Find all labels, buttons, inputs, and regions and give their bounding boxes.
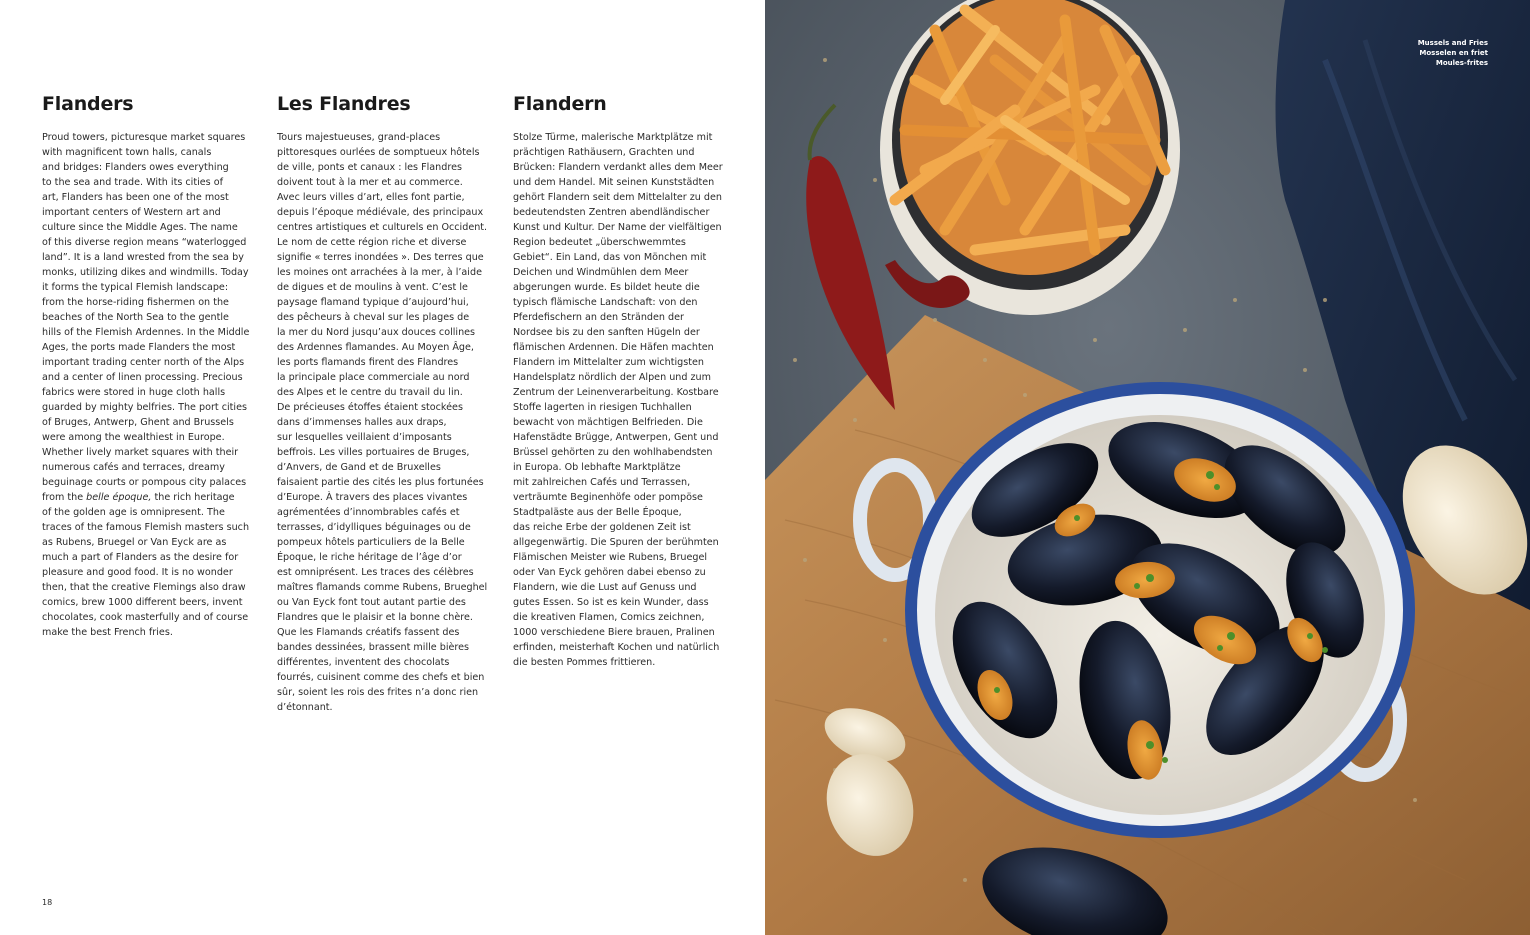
text-line <box>513 535 731 550</box>
text-line-content: Brücken: Flandern verdankt alles dem Meer <box>513 162 723 173</box>
text-line-content: gehört Flandern seit dem Mittelalter zu den <box>513 192 722 203</box>
caption-english: Mussels and Fries <box>1417 39 1488 47</box>
text-line <box>42 610 260 625</box>
text-line <box>277 430 495 445</box>
text-line-content: sur lesquelles veillaient d’imposants <box>277 432 452 443</box>
text-line-content: depuis l’époque médiévale, des principaux <box>277 207 484 218</box>
food-photo-mussels-and-fries <box>765 0 1530 935</box>
text-line-content: bewacht von mächtigen Belfrieden. Die <box>513 417 703 428</box>
text-line <box>513 415 731 430</box>
text-line <box>42 130 260 145</box>
italic-phrase: belle époque, <box>86 492 152 503</box>
text-line-content: land”. It is a land wrested from the sea by <box>42 252 244 263</box>
text-line <box>277 610 495 625</box>
text-line-content: sûr, soient les rois des frites n’a donc rien <box>277 687 479 698</box>
text-line-content: das reiche Erbe der goldenen Zeit ist <box>513 522 691 533</box>
text-line <box>42 550 260 565</box>
text-line <box>513 220 731 235</box>
text-line <box>42 565 260 580</box>
text-line-content: Kunst und Kultur. Der Name der vielfältigen <box>513 222 722 233</box>
text-line <box>277 325 495 340</box>
text-line-content: Region bedeutet „überschwemmtes <box>513 237 686 248</box>
text-line-content: Stolze Türme, malerische Marktplätze mit <box>513 132 713 143</box>
text-line-content: chocolates, cook masterfully and of course <box>42 612 249 623</box>
text-line <box>277 175 495 190</box>
text-line-content: d’étonnant. <box>277 702 333 713</box>
text-line <box>277 130 495 145</box>
text-line <box>513 325 731 340</box>
text-line-content: Flandern, wie die Lust auf Genuss und <box>513 582 697 593</box>
text-line-content: maîtres flamands comme Rubens, Brueghel <box>277 582 488 593</box>
text-line-content: les ports flamands firent des Flandres <box>277 357 459 368</box>
text-line-content: prächtigen Rathäusern, Grachten und <box>513 147 695 158</box>
text-line <box>277 145 495 160</box>
text-line <box>42 460 260 475</box>
text-line <box>513 625 731 640</box>
text-line-content: signifie « terres inondées ». Des terres que <box>277 252 484 263</box>
text-line <box>513 130 731 145</box>
text-line-content: paysage flamand typique d’aujourd’hui, <box>277 297 469 308</box>
text-line <box>277 280 495 295</box>
text-line <box>42 250 260 265</box>
text-line <box>277 685 495 700</box>
text-line-content: Handelsplatz nördlich der Alpen und zum <box>513 372 711 383</box>
text-line <box>513 490 731 505</box>
text-line <box>42 520 260 535</box>
text-line <box>277 625 495 640</box>
text-line <box>42 280 260 295</box>
text-line <box>277 475 495 490</box>
text-line-content: beguinage courts or pompous city palaces <box>42 477 247 488</box>
text-line <box>277 670 495 685</box>
text-line-content: agrémentées d’innombrables cafés et <box>277 507 460 518</box>
text-line-content: and bridges: Flanders owes everything <box>42 162 229 173</box>
text-line-continuation: the rich heritage <box>151 492 235 503</box>
text-line <box>277 295 495 310</box>
text-line <box>42 415 260 430</box>
text-line-content: and a center of linen processing. Precious <box>42 372 243 383</box>
text-line-content: pompeux hôtels particuliers de la Belle <box>277 537 465 548</box>
text-line-content: abgerungen wurde. Es bildet heute die <box>513 282 700 293</box>
text-line <box>277 415 495 430</box>
text-line-content: gutes Essen. So ist es kein Wunder, dass <box>513 597 709 608</box>
text-line <box>513 280 731 295</box>
text-line-content: De précieuses étoffes étaient stockées <box>277 402 463 413</box>
text-line-content: pittoresques ourlées de somptueux hôtels <box>277 147 480 158</box>
column-french <box>277 92 495 715</box>
text-line <box>277 160 495 175</box>
title-english: Flanders <box>42 93 134 115</box>
text-line-content: Flandres que le plaisir et la bonne chère. <box>277 612 473 623</box>
text-line <box>277 640 495 655</box>
text-line-content: 1000 verschiedene Biere brauen, Pralinen <box>513 627 715 638</box>
text-line <box>277 580 495 595</box>
text-line-content: from the <box>42 492 87 503</box>
text-line-content: Brüssel gehörten zu den wohlhabendsten <box>513 447 713 458</box>
text-line-content: typisch flämische Landschaft: von den <box>513 297 698 308</box>
text-line <box>277 550 495 565</box>
text-line <box>42 385 260 400</box>
text-line <box>277 340 495 355</box>
text-line-content: d’Europe. À travers des places vivantes <box>277 492 468 503</box>
text-line <box>42 190 260 205</box>
text-line <box>277 220 495 235</box>
text-line <box>42 490 260 505</box>
text-line <box>277 355 495 370</box>
text-line-content: Whether lively market squares with their <box>42 447 239 458</box>
text-line <box>42 430 260 445</box>
text-line <box>42 355 260 370</box>
text-line-content: it forms the typical Flemish landscape: <box>42 282 229 293</box>
column-english <box>42 92 260 640</box>
text-line <box>277 235 495 250</box>
text-line-content: monks, utilizing dikes and windmills. Today <box>42 267 249 278</box>
text-line <box>42 505 260 520</box>
text-line <box>513 265 731 280</box>
text-line-content: make the best French fries. <box>42 627 173 638</box>
text-line <box>513 205 731 220</box>
text-line <box>42 295 260 310</box>
caption-dutch: Mosselen en friet <box>1419 49 1488 57</box>
text-line <box>42 475 260 490</box>
text-line-content: les moines ont arrachées à la mer, à l’aide <box>277 267 482 278</box>
text-line <box>277 700 495 715</box>
text-line-content: Flandern im Mittelalter zum wichtigsten <box>513 357 704 368</box>
text-line-content: important trading center north of the Alps <box>42 357 245 368</box>
body-german <box>513 130 731 670</box>
text-line-content: centres artistiques et culturels en Occident. <box>277 222 488 233</box>
text-line <box>513 460 731 475</box>
text-line <box>513 580 731 595</box>
text-line <box>42 595 260 610</box>
text-line-content: allgegenwärtig. Die Spuren der berühmten <box>513 537 719 548</box>
text-line-content: und dem Handel. Mit seinen Kunststädten <box>513 177 715 188</box>
text-line <box>42 235 260 250</box>
text-line-content: much a part of Flanders as the desire for <box>42 552 239 563</box>
text-line-content: die besten Pommes frittieren. <box>513 657 656 668</box>
text-line <box>513 370 731 385</box>
text-line-content: oder Van Eyck gehören dabei ebenso zu <box>513 567 706 578</box>
text-line-content: flämischen Ardennen. Die Häfen machten <box>513 342 714 353</box>
title-french: Les Flandres <box>277 93 411 115</box>
body-english <box>42 130 260 640</box>
text-line <box>277 400 495 415</box>
text-line-content: fourrés, cuisinent comme des chefs et bien <box>277 672 485 683</box>
text-line-content: traces of the famous Flemish masters such <box>42 522 250 533</box>
text-line <box>277 370 495 385</box>
text-line-content: Que les Flamands créatifs fassent des <box>277 627 460 638</box>
text-line-content: Hafenstädte Brügge, Antwerpen, Gent und <box>513 432 719 443</box>
text-line-content: with magnificent town halls, canals <box>42 147 212 158</box>
text-line <box>277 595 495 610</box>
text-line-content: erfinden, meisterhaft Kochen und natürlich <box>513 642 720 653</box>
text-line-content: pleasure and good food. It is no wonder <box>42 567 233 578</box>
text-line <box>42 160 260 175</box>
text-line <box>42 145 260 160</box>
text-line-content: d’Anvers, de Gand et de Bruxelles <box>277 462 441 473</box>
text-line-content: Flämischen Meister wie Rubens, Bruegel <box>513 552 708 563</box>
text-line-content: bedeutendsten Zentren abendländischer <box>513 207 710 218</box>
text-line <box>277 310 495 325</box>
text-line <box>513 295 731 310</box>
column-german <box>513 92 731 670</box>
text-line <box>42 265 260 280</box>
text-line <box>513 175 731 190</box>
text-line <box>513 250 731 265</box>
text-line <box>42 175 260 190</box>
text-line <box>513 145 731 160</box>
text-line <box>277 250 495 265</box>
text-line-content: beffrois. Les villes portuaires de Bruges, <box>277 447 470 458</box>
text-line <box>42 445 260 460</box>
text-line <box>513 610 731 625</box>
text-line-content: hills of the Flemish Ardennes. In the Middle <box>42 327 250 338</box>
text-line <box>513 505 731 520</box>
text-line-content: Le nom de cette région riche et diverse <box>277 237 467 248</box>
text-line <box>277 460 495 475</box>
text-line-content: Pferdefischern an den Stränden der <box>513 312 684 323</box>
text-line-content: Zentrum der Leinenverarbeitung. Kostbare <box>513 387 719 398</box>
text-line-content: différentes, inventent des chocolats <box>277 657 450 668</box>
text-line-content: Ages, the ports made Flanders the most <box>42 342 236 353</box>
text-line-content: Proud towers, picturesque market squares <box>42 132 246 143</box>
text-line-content: est omniprésent. Les traces des célèbres <box>277 567 474 578</box>
text-line <box>513 190 731 205</box>
text-line-content: from the horse-riding fishermen on the <box>42 297 229 308</box>
text-line <box>513 310 731 325</box>
text-line-content: die kreativen Flamen, Comics zeichnen, <box>513 612 705 623</box>
photo-illustration <box>765 0 1530 935</box>
text-line <box>513 235 731 250</box>
text-line-content: mit zahlreichen Cafés und Terrassen, <box>513 477 691 488</box>
text-line <box>513 340 731 355</box>
text-line <box>42 325 260 340</box>
text-line-content: of this diverse region means “waterlogged <box>42 237 247 248</box>
text-line-content: verträumte Beginenhöfe oder pompöse <box>513 492 703 503</box>
text-line <box>42 310 260 325</box>
text-line <box>42 340 260 355</box>
text-line <box>277 655 495 670</box>
page-number: 18 <box>42 898 53 907</box>
text-line <box>277 565 495 580</box>
text-line <box>42 535 260 550</box>
text-line-content: numerous cafés and terraces, dreamy <box>42 462 225 473</box>
text-line <box>277 445 495 460</box>
text-line-content: then, that the creative Flemings also draw <box>42 582 246 593</box>
text-line <box>42 205 260 220</box>
text-line-content: dans d’immenses halles aux draps, <box>277 417 447 428</box>
text-line <box>277 490 495 505</box>
text-line-content: art, Flanders has been one of the most <box>42 192 229 203</box>
text-line-content: ou Van Eyck font tout autant partie des <box>277 597 466 608</box>
text-line <box>513 400 731 415</box>
text-line-content: Tours majestueuses, grand-places <box>277 132 441 143</box>
text-line <box>277 520 495 535</box>
text-line-content: Stadtpaläste aus der Belle Époque, <box>513 507 682 518</box>
text-line-content: of the golden age is omnipresent. The <box>42 507 225 518</box>
text-line <box>513 565 731 580</box>
text-line-content: doivent tout à la mer et au commerce. <box>277 177 463 188</box>
text-line <box>277 265 495 280</box>
text-line-content: des pêcheurs à cheval sur les plages de <box>277 312 470 323</box>
caption-french: Moules-frites <box>1435 59 1488 67</box>
text-line-content: were among the wealthiest in Europe. <box>42 432 225 443</box>
text-line-content: guarded by mighty belfries. The port cities <box>42 402 247 413</box>
text-line <box>513 475 731 490</box>
text-line <box>277 505 495 520</box>
text-line-content: Avec leurs villes d’art, elles font partie, <box>277 192 465 203</box>
text-line-content: de ville, ponts et canaux : les Flandres <box>277 162 462 173</box>
photo-caption <box>1418 38 1488 68</box>
text-line <box>513 160 731 175</box>
text-line-content: bandes dessinées, brassent mille bières <box>277 642 470 653</box>
text-line <box>42 400 260 415</box>
text-line-content: important centers of Western art and <box>42 207 221 218</box>
text-line <box>277 190 495 205</box>
text-line-content: des Ardennes flamandes. Au Moyen Âge, <box>277 342 474 353</box>
text-line-content: as Rubens, Bruegel or Van Eyck are as <box>42 537 227 548</box>
text-line <box>513 355 731 370</box>
text-line-content: to the sea and trade. With its cities of <box>42 177 223 188</box>
text-line <box>513 520 731 535</box>
text-line-content: fabrics were stored in huge cloth halls <box>42 387 226 398</box>
text-line-content: Gebiet“. Ein Land, das von Mönchen mit <box>513 252 707 263</box>
text-line-content: beaches of the North Sea to the gentle <box>42 312 229 323</box>
body-french <box>277 130 495 715</box>
text-line <box>513 385 731 400</box>
text-line-content: terrasses, d’idylliques béguinages ou de <box>277 522 471 533</box>
text-line-content: Deichen und Windmühlen dem Meer <box>513 267 689 278</box>
text-line <box>513 445 731 460</box>
text-line-content: la principale place commerciale au nord <box>277 372 470 383</box>
text-line-content: des Alpes et le centre du travail du lin. <box>277 387 463 398</box>
text-line <box>513 655 731 670</box>
text-line <box>513 640 731 655</box>
text-line-content: comics, brew 1000 different beers, invent <box>42 597 243 608</box>
text-line <box>513 595 731 610</box>
text-line-content: faisaient partie des cités les plus fortunées <box>277 477 484 488</box>
text-line <box>513 550 731 565</box>
text-line-content: of Bruges, Antwerp, Ghent and Brussels <box>42 417 234 428</box>
text-line-content: Stoffe lagerten in riesigen Tuchhallen <box>513 402 692 413</box>
title-german: Flandern <box>513 93 607 115</box>
text-line-content: Nordsee bis zu den sanften Hügeln der <box>513 327 700 338</box>
text-line-content: culture since the Middle Ages. The name <box>42 222 238 233</box>
text-line <box>42 580 260 595</box>
text-line <box>277 385 495 400</box>
text-line-content: Époque, le riche héritage de l’âge d’or <box>277 552 462 563</box>
text-line <box>513 430 731 445</box>
text-line-content: la mer du Nord jusqu’aux douces collines <box>277 327 476 338</box>
text-line-content: in Europa. Ob lebhafte Marktplätze <box>513 462 681 473</box>
text-line <box>277 205 495 220</box>
fries-bowl <box>880 0 1180 315</box>
text-line <box>42 220 260 235</box>
text-line <box>42 370 260 385</box>
text-line-content: de digues et de moulins à vent. C’est le <box>277 282 468 293</box>
text-line <box>277 535 495 550</box>
text-line <box>42 625 260 640</box>
